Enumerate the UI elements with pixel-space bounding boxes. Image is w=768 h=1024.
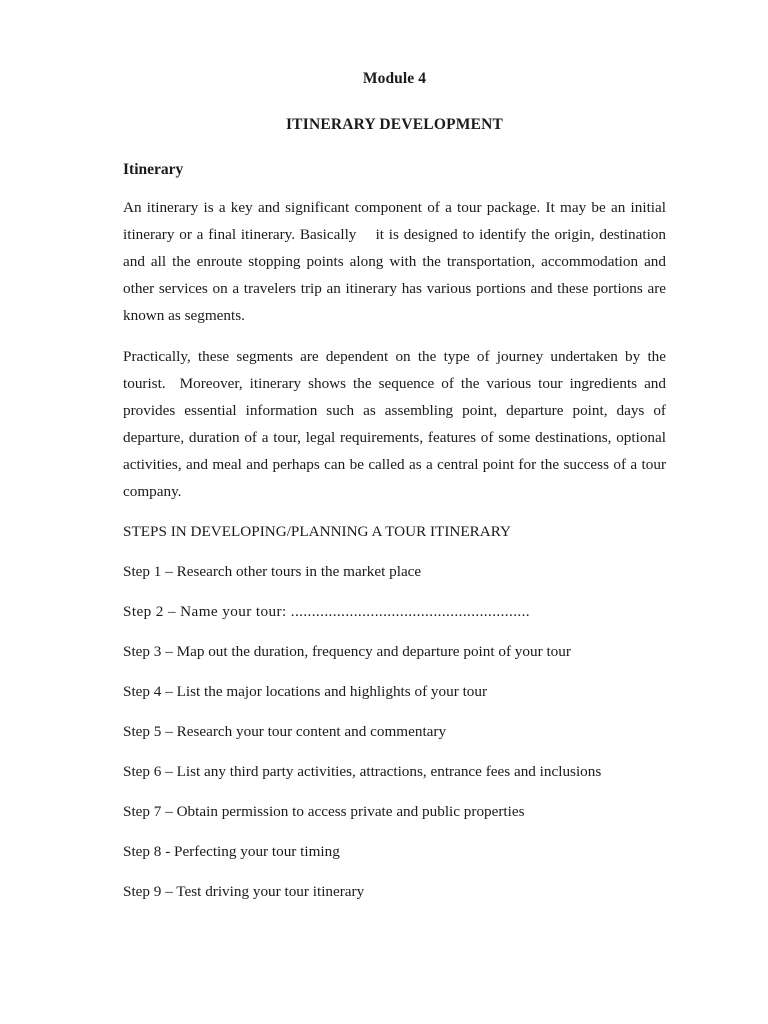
document-title: Module 4	[362, 70, 427, 87]
step-item-5: Step 5 – Research your tour content and commentary	[123, 722, 447, 740]
step-item-7: Step 7 – Obtain permission to access private and public properties	[123, 802, 525, 820]
body-paragraph-2: Practically, these segments are dependent on the type of journey undertaken by the tourist. Moreover, itinerary shows the sequence of the various tour ingredients and provides essential information such as assembling point, departure point, days of departure, duration of a tour, legal requirements, features of some destinations, optional activities, and meal and perhaps can be called as a central point for the success of a tour company.	[123, 347, 670, 500]
step-item-1: Step 1 – Research other tours in the market place	[123, 562, 422, 580]
step-item-8: Step 8 - Perfecting your tour timing	[123, 842, 340, 860]
step-item-4: Step 4 – List the major locations and highlights of your tour	[123, 682, 488, 700]
document-content-column	[123, 0, 670, 905]
steps-section-heading: STEPS IN DEVELOPING/PLANNING A TOUR ITINERARY	[123, 522, 511, 540]
body-paragraph-1: An itinerary is a key and significant component of a tour package. It may be an initial itinerary or a final itinerary. Basically it is designed to identify the origin, destination and all the enroute stopping points along with the transportation, accommodation and other services on a travelers trip an itinerary has various portions and these portions are known as segments.	[123, 198, 670, 324]
step-item-2: Step 2 – Name your tour: .........................................................	[123, 602, 530, 620]
step-item-6: Step 6 – List any third party activities, attractions, entrance fees and inclusions	[123, 762, 602, 780]
step-item-9: Step 9 – Test driving your tour itinerary	[123, 882, 365, 900]
step-item-3: Step 3 – Map out the duration, frequency and departure point of your tour	[123, 642, 571, 660]
document-subtitle: ITINERARY DEVELOPMENT	[285, 115, 504, 133]
section-heading-itinerary: Itinerary	[123, 161, 184, 179]
